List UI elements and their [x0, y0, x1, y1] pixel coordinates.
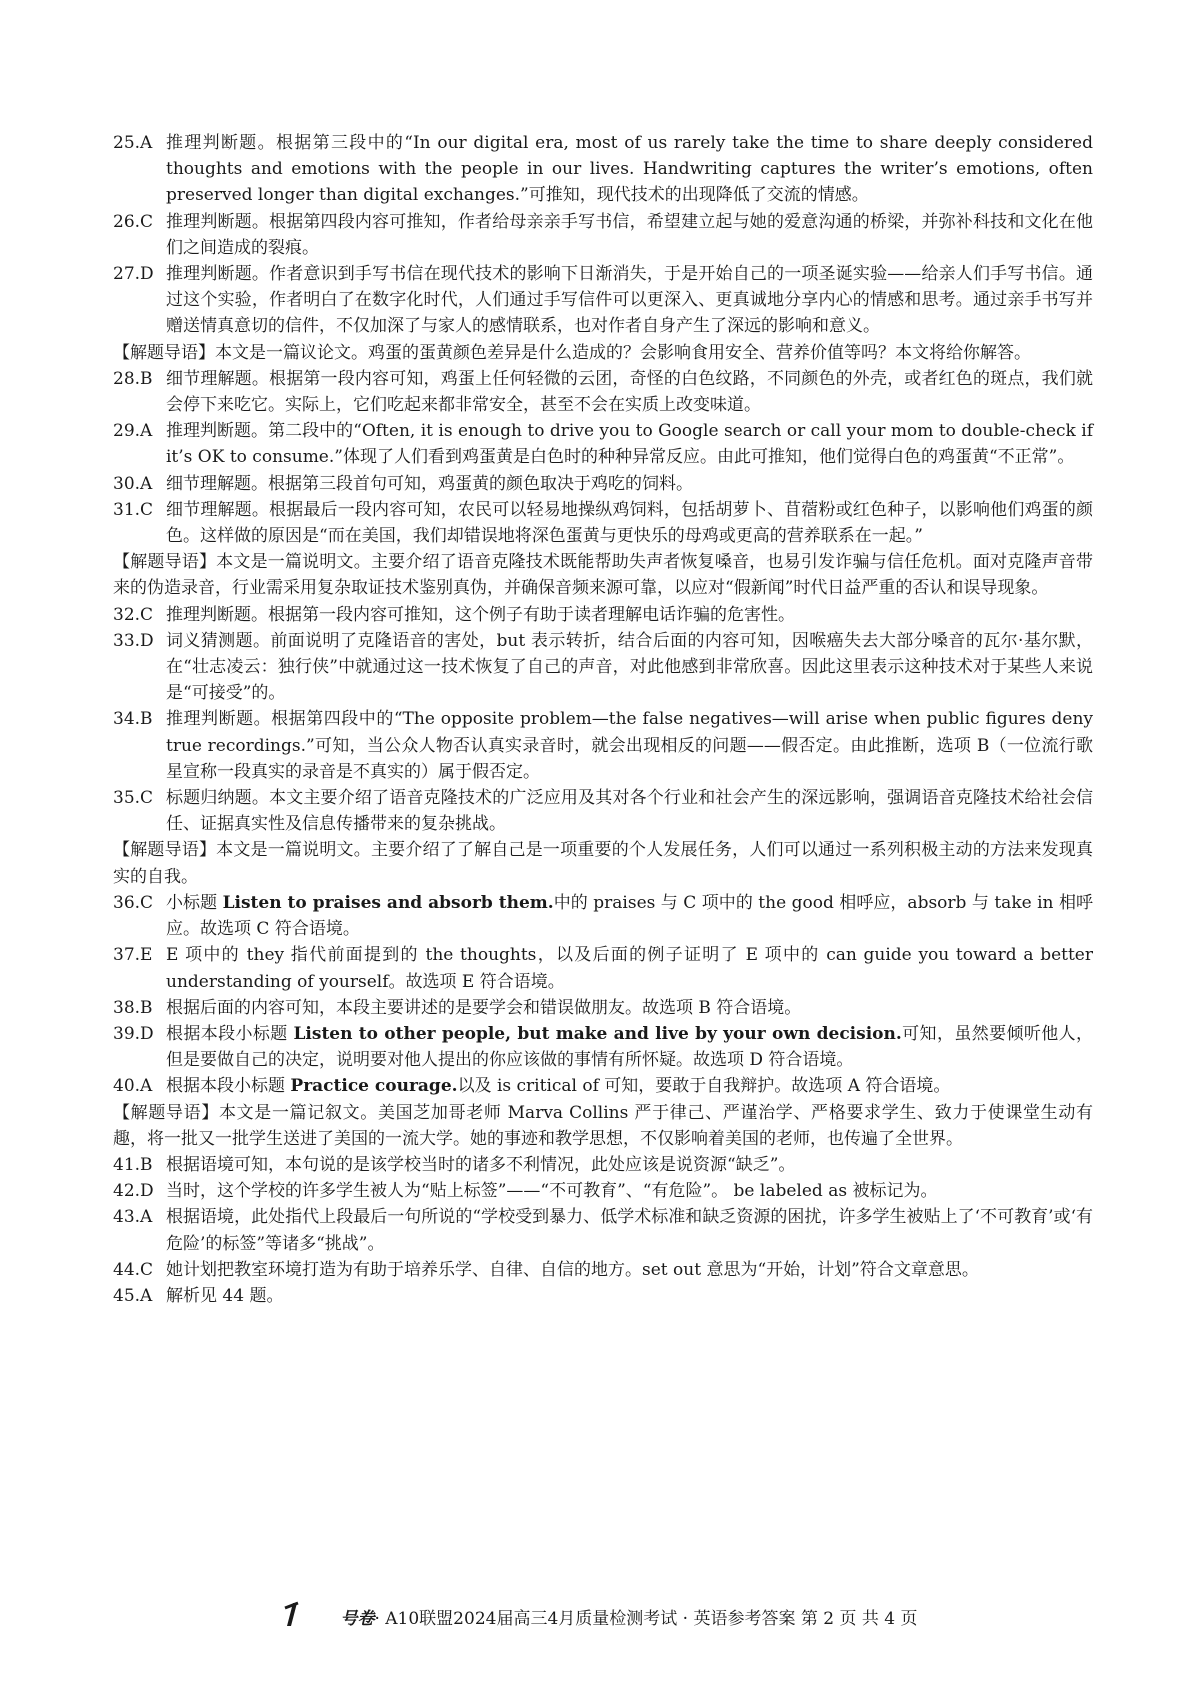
answer-item [113, 497, 1093, 549]
answer-number: 42.D [113, 1181, 154, 1202]
answer-item [113, 1073, 1093, 1099]
explanation-text: 推理判断题。根据第一段内容可推知，这个例子有助于读者理解电话诈骗的危害性。 [166, 604, 795, 625]
explanation-text: 根据语境可知，本句说的是该学校当时的诸多不利情况，此处应该是说资源“缺乏”。 [166, 1154, 796, 1175]
answer-item [113, 1021, 1093, 1073]
answer-item [113, 1178, 1093, 1204]
page-footer [0, 1600, 1200, 1632]
logo-text: 号卷 [340, 1609, 375, 1629]
explanation-text: 根据后面的内容可知，本段主要讲述的是要学会和错误做朋友。故选项 B 符合语境。 [166, 997, 802, 1018]
explanation-text: 细节理解题。根据最后一段内容可知，农民可以轻易地操纵鸡饲料，包括胡萝卜、苜蓿粉或红色种子，以影响他们鸡蛋的颜色。这样做的原因是“而在美国，我们却错误地将深色蛋黄与更快乐的母鸡或更高的营养联系在一起。” [166, 499, 1093, 547]
answer-number: 40.A [113, 1076, 153, 1097]
footer-text: · A10联盟2024届高三4月质量检测考试 · 英语参考答案 第 2 页 共 4 页 [374, 1609, 918, 1629]
answer-number: 37.E [113, 945, 153, 966]
explanation-text: E 项中的 they 指代前面提到的 the thoughts，以及后面的例子证明了 E 项中的 can guide you toward a better understanding of yourself。故选项 E 符合语境。 [166, 945, 1093, 992]
answer-item [113, 1152, 1093, 1178]
answer-item [113, 209, 1093, 261]
answer-number: 31.C [113, 499, 154, 520]
passage-intro: 【解题导语】本文是一篇说明文。主要介绍了语音克隆技术既能帮助失声者恢复嗓音，也易引发诈骗与信任危机。面对克隆声音带来的伪造录音，行业需采用复杂取证技术鉴别真伪，并确保音频来源可靠，以应对“假新闻”时代日益严重的否认和误导现象。 [113, 552, 1093, 599]
explanation-text: 当时，这个学校的许多学生被人为“贴上标签”——“不可教育”、“有危险”。 be labeled as 被标记为。 [166, 1181, 938, 1202]
subtitle-quote: Listen to praises and absorb them. [222, 892, 554, 913]
subtitle-quote: Practice courage. [290, 1076, 458, 1097]
explanation-text: 以及 is critical of 可知，要敢于自我辩护。故选项 A 符合语境。 [457, 1076, 951, 1097]
answer-number: 29.A [113, 421, 153, 442]
explanation-text: 词义猜测题。前面说明了克隆语音的害处，but 表示转折，结合后面的内容可知，因喉癌失去大部分嗓音的瓦尔·基尔默，在“壮志凌云：独行侠”中就通过这一技术恢复了自己的声音，对此他感到非常欣喜。因此这里表示这种技术对于某些人来说是“可接受”的。 [166, 630, 1093, 704]
answer-number: 32.C [113, 604, 154, 625]
explanation-text: 可知，虽然要倾听他人，但是要做自己的决定，说明要对他人提出的你应该做的事情有所怀疑。故选项 D 符合语境。 [166, 1023, 1094, 1071]
answer-number: 27.D [113, 264, 154, 285]
answer-number: 36.C [113, 892, 154, 913]
explanation-text: 标题归纳题。本文主要介绍了语音克隆技术的广泛应用及其对各个行业和社会产生的深远影响，强调语音克隆技术给社会信任、证据真实性及信息传播带来的复杂挑战。 [166, 788, 1093, 835]
answer-item [113, 366, 1093, 418]
answer-item [113, 995, 1093, 1021]
answer-number: 41.B [113, 1154, 153, 1175]
answer-item [113, 602, 1093, 628]
answer-item [113, 628, 1093, 707]
explanation-text: 推理判断题。根据第四段内容可推知，作者给母亲亲手写书信，希望建立起与她的爱意沟通的桥梁，并弥补科技和文化在他们之间造成的裂痕。 [166, 211, 1093, 258]
explanation-text: 推理判断题。根据第三段中的“In our digital era, most of us rarely take the time to share deeply considered thoughts and emotions with the people in our lives. Handwriting captures the writer’s emotions, often preserved longer than digital exchanges.”可推知，现代技术的出现降低了交流的情感。 [166, 133, 1093, 206]
answer-item [113, 261, 1093, 340]
answer-number: 30.A [113, 473, 153, 494]
explanation-text: 根据本段小标题 [166, 1076, 291, 1097]
answer-item [113, 890, 1093, 942]
answer-number: 33.D [113, 630, 154, 651]
answer-item [113, 1257, 1093, 1283]
answer-item [113, 785, 1093, 837]
explanation-text: 中的 praises 与 C 项中的 the good 相呼应，absorb 与 take in 相呼应。故选项 C 符合语境。 [166, 892, 1093, 940]
answer-content [113, 130, 1093, 1309]
brand-logo [282, 1600, 340, 1630]
explanation-text: 根据语境，此处指代上段最后一句所说的“学校受到暴力、低学术标准和缺乏资源的困扰，许多学生被贴上了‘不可教育’或‘有危险’的标签”等诸多“挑战”。 [166, 1207, 1093, 1254]
answer-number: 35.C [113, 788, 154, 809]
answer-item [113, 130, 1093, 209]
answer-item [113, 942, 1093, 994]
explanation-text: 小标题 [166, 892, 223, 913]
explanation-text: 她计划把教室环境打造为有助于培养乐学、自律、自信的地方。set out 意思为“开始，计划”符合文章意思。 [166, 1259, 979, 1280]
explanation-text: 推理判断题。第二段中的“Often, it is enough to drive you to Google search or call your mom to double-check if it’s OK to consume.”体现了人们看到鸡蛋黄是白色时的种种异常反应。由此可推知，他们觉得白色的鸡蛋黄“不正常”。 [166, 421, 1093, 468]
subtitle-quote: Listen to other people, but make and live by your own decision. [293, 1023, 902, 1044]
answer-number: 34.B [113, 709, 153, 730]
answer-number: 44.C [113, 1259, 154, 1280]
explanation-text: 推理判断题。根据第四段中的“The opposite problem—the false negatives—will arise when public figures deny true recordings.”可知，当公众人物否认真实录音时，就会出现相反的问题——假否定。由此推断，选项 B（一位流行歌星宣称一段真实的录音是不真实的）属于假否定。 [166, 709, 1093, 782]
answer-number: 28.B [113, 368, 153, 389]
explanation-text: 解析见 44 题。 [166, 1285, 284, 1306]
answer-item [113, 706, 1093, 785]
answer-item [113, 471, 1093, 497]
explanation-text: 推理判断题。作者意识到手写书信在现代技术的影响下日渐消失，于是开始自己的一项圣诞实验——给亲人们手写书信。通过这个实验，作者明白了在数字化时代，人们通过手写信件可以更深入、更真诚地分享内心的情感和思考。通过亲手书写并赠送情真意切的信件，不仅加深了与家人的感情联系，也对作者自身产生了深远的影响和意义。 [166, 264, 1093, 337]
answer-number: 43.A [113, 1207, 153, 1228]
answer-item [113, 418, 1093, 470]
explanation-text: 根据本段小标题 [166, 1023, 294, 1044]
answer-number: 26.C [113, 211, 154, 232]
explanation-text: 细节理解题。根据第一段内容可知，鸡蛋上任何轻微的云团，奇怪的白色纹路，不同颜色的外壳，或者红色的斑点，我们就会停下来吃它。实际上，它们吃起来都非常安全，甚至不会在实质上改变味道。 [166, 368, 1093, 416]
answer-number: 25.A [113, 133, 153, 153]
answer-number: 39.D [113, 1023, 154, 1044]
passage-intro: 【解题导语】本文是一篇议论文。鸡蛋的蛋黄颜色差异是什么造成的？会影响食用安全、营养价值等吗？本文将给你解答。 [113, 342, 1031, 363]
explanation-text: 细节理解题。根据第三段首句可知，鸡蛋黄的颜色取决于鸡吃的饲料。 [166, 473, 693, 494]
answer-item [113, 1283, 1093, 1309]
answer-number: 45.A [113, 1285, 153, 1306]
answer-item [113, 1204, 1093, 1256]
answer-number: 38.B [113, 997, 153, 1018]
passage-intro: 【解题导语】本文是一篇说明文。主要介绍了了解自己是一项重要的个人发展任务，人们可以通过一系列积极主动的方法来发现真实的自我。 [113, 840, 1093, 887]
passage-intro: 【解题导语】本文是一篇记叙文。美国芝加哥老师 Marva Collins 严于律己、严谨治学、严格要求学生、致力于使课堂生动有趣，将一批又一批学生送进了美国的一流大学。她的事迹和教学思想，不仅影响着美国的老师，也传遍了全世界。 [113, 1102, 1093, 1149]
